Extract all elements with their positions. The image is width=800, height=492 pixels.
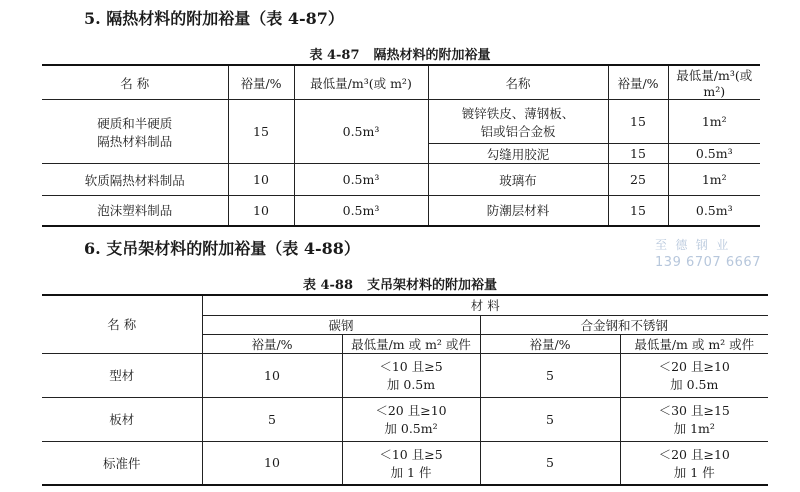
header-carbon-min: 最低量/m 或 m² 或件 (342, 334, 480, 353)
cell-min: 0.5m³ (294, 100, 428, 164)
header-alloy-margin: 裕量/% (480, 334, 620, 353)
table-4-87-title: 隔热材料的附加裕量 (373, 48, 491, 63)
table-4-87-number: 表 4-87 (309, 48, 360, 63)
cell-min: 0.5m³ (294, 196, 428, 226)
cell-carbon-min: ＜10 且≥5 加 0.5m (342, 353, 480, 397)
cell-name: 板材 (42, 397, 202, 441)
header-margin-left: 裕量/% (228, 65, 294, 100)
cell-margin: 10 (228, 196, 294, 226)
cell-margin: 15 (608, 196, 668, 226)
table-row (42, 100, 760, 144)
table-row (42, 441, 768, 485)
cell-alloy-min: ＜20 且≥10 加 0.5m (620, 353, 768, 397)
cell-min: 1m² (668, 100, 760, 144)
table-header-row (42, 295, 768, 315)
table-4-88-caption (0, 274, 800, 293)
header-margin-right: 裕量/% (608, 65, 668, 100)
cell-name: 防潮层材料 (428, 196, 608, 226)
watermark-company: 至德钢业 (655, 238, 737, 252)
cell-name: 硬质和半硬质 隔热材料制品 (42, 100, 228, 164)
table-row (42, 397, 768, 441)
cell-alloy-margin: 5 (480, 441, 620, 485)
table-4-88-title: 支吊架材料的附加裕量 (367, 278, 498, 293)
table-header-row (42, 65, 760, 100)
cell-carbon-min: ＜20 且≥10 加 0.5m² (342, 397, 480, 441)
section-5-heading: 5. 隔热材料的附加裕量（表 4-87） (84, 9, 344, 28)
header-material: 材 料 (202, 295, 768, 315)
cell-carbon-margin: 5 (202, 397, 342, 441)
cell-margin: 15 (228, 100, 294, 164)
cell-name: 标准件 (42, 441, 202, 485)
table-4-88 (42, 294, 768, 486)
table-4-88-number: 表 4-88 (302, 278, 354, 293)
cell-name: 勾缝用胶泥 (428, 144, 608, 164)
cell-name: 型材 (42, 353, 202, 397)
cell-name: 软质隔热材料制品 (42, 164, 228, 196)
table-row (42, 196, 760, 208)
header-name: 名 称 (42, 295, 202, 353)
cell-margin: 15 (608, 100, 668, 144)
header-carbon-margin: 裕量/% (202, 334, 342, 353)
header-carbon-steel: 碳钢 (202, 315, 480, 334)
section-6-heading: 6. 支吊架材料的附加裕量（表 4-88） (84, 239, 360, 258)
cell-margin: 15 (608, 144, 668, 164)
table-row (42, 353, 768, 397)
cell-min: 1m² (668, 164, 760, 196)
header-name-right: 名称 (428, 65, 608, 100)
cell-margin: 10 (228, 164, 294, 196)
cell-alloy-margin: 5 (480, 397, 620, 441)
cell-alloy-margin: 5 (480, 353, 620, 397)
cell-carbon-margin: 10 (202, 441, 342, 485)
cell-margin: 25 (608, 164, 668, 196)
cell-carbon-min: ＜10 且≥5 加 1 件 (342, 441, 480, 485)
watermark-phone: 139 6707 6667 (655, 255, 762, 270)
table-4-87-caption (0, 44, 800, 63)
header-alloy-min: 最低量/m 或 m² 或件 (620, 334, 768, 353)
header-min-left: 最低量/m³(或 m²) (294, 65, 428, 100)
cell-name: 泡沫塑料制品 (42, 196, 228, 226)
header-min-right: 最低量/m³(或 m²) (668, 65, 760, 100)
cell-carbon-margin: 10 (202, 353, 342, 397)
cell-alloy-min: ＜20 且≥10 加 1 件 (620, 441, 768, 485)
table-4-87 (42, 64, 760, 227)
cell-alloy-min: ＜30 且≥15 加 1m² (620, 397, 768, 441)
cell-name: 镀锌铁皮、薄钢板、 铝或铝合金板 (428, 100, 608, 144)
table-row (42, 164, 760, 184)
cell-min: 0.5m³ (668, 144, 760, 164)
header-name-left: 名 称 (42, 65, 228, 100)
cell-name: 玻璃布 (428, 164, 608, 196)
header-alloy-stainless: 合金钢和不锈钢 (480, 315, 768, 334)
cell-min: 0.5m³ (668, 196, 760, 226)
cell-min: 0.5m³ (294, 164, 428, 196)
